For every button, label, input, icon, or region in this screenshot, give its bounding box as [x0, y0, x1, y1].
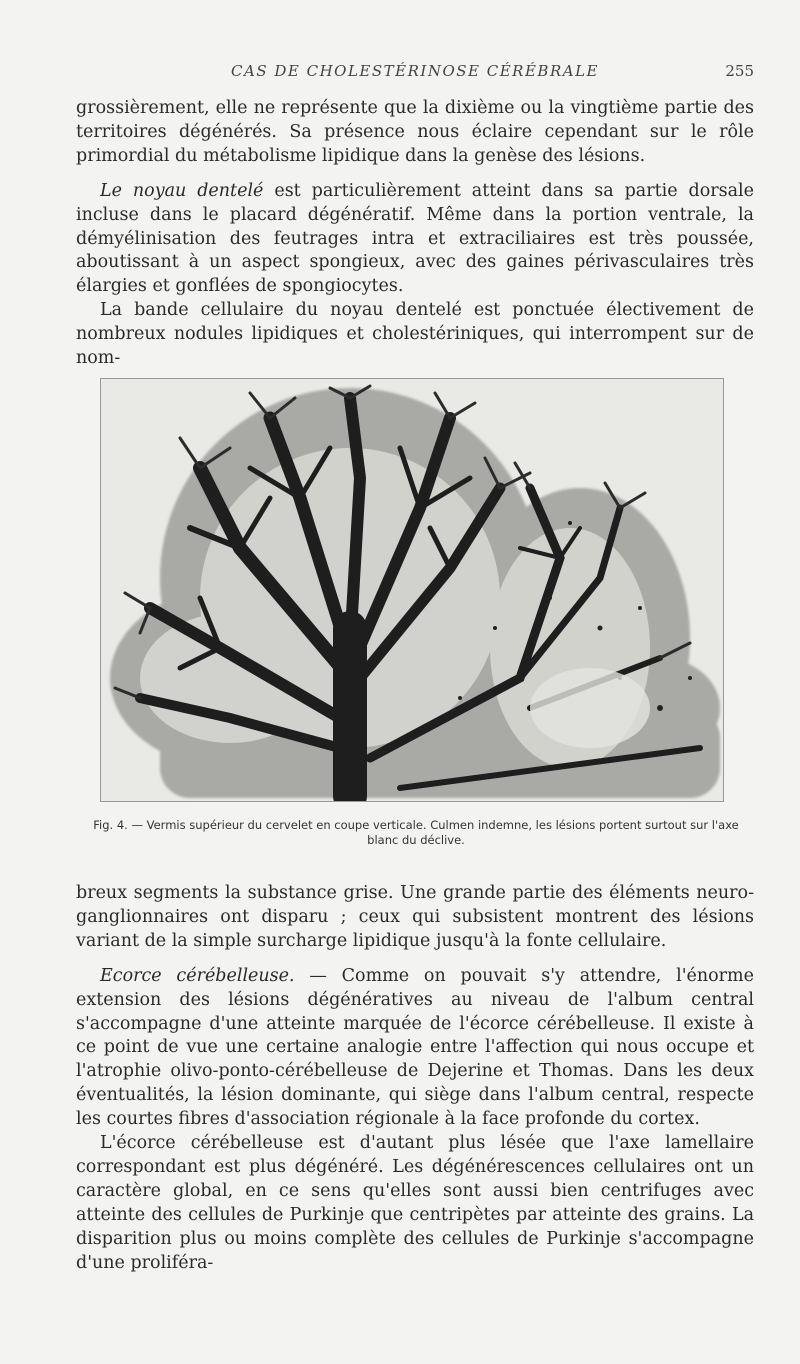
paragraph-4: breux segments la substance grise. Une grande partie des éléments neuro-ganglionnaires ont disparu ; ceux qui subsistent montrent des lésions variant de la simple surcharge lipidique jusqu'à la fonte cellulaire. [76, 883, 754, 951]
paragraph-2-text: est particulièrement atteint dans sa partie dorsale incluse dans le placard dégénératif. Même dans la portion ventrale, la démyélinisation des feutrages intra et extraciliaires est très poussée, aboutissant à un aspect spongieux, avec des gaines périvasculaires très élargies et gonflées de spongiocytes. [76, 180, 754, 297]
paragraph-6: L'écorce cérébelleuse est d'autant plus lésée que l'axe lamellaire correspondant est plus dégénéré. Les dégénérescences cellulaires ont un caractère global, en ce sens qu'elles sont aussi bien centrifuges avec atteinte des cellules de Purkinje que centripètes par atteinte des grains. La disparition plus ou moins complète des cellules de Purkinje s'accompagne d'une proliféra- [76, 1133, 754, 1273]
paragraph-2 [76, 180, 754, 300]
running-head [76, 62, 754, 84]
paragraph-5-text: — Comme on pouvait s'y attendre, l'énorme extension des lésions dégénératives au niveau de l'album central s'accompagne d'une atteinte marquée de l'écorce cérébelleuse. Il existe à ce point de vue une certaine analogie entre l'affection qui nous occupe et l'atrophie olivo-ponto-cérébelleuse de Dejerine et Thomas. Dans les deux éventualités, la lésion dominante, qui siège dans l'album central, respecte les courtes fibres d'association régionale à la face profonde du cortex. [76, 965, 754, 1130]
noyau-dentele-label: Le noyau dentelé [100, 180, 264, 201]
paragraph-1: grossièrement, elle ne représente que la dixième ou la vingtième partie des territoires dégénérés. Sa présence nous éclaire cependant sur le rôle primordial du métabolisme lipidique dans la genèse des lésions. [76, 98, 754, 166]
paragraph-3: La bande cellulaire du noyau dentelé est ponctuée électivement de nombreux nodules lipidiques et cholestériniques, qui interrompent sur de nom- [76, 300, 754, 369]
running-title: CAS DE CHOLESTÉRINOSE CÉRÉBRALE [231, 62, 599, 80]
paragraph-5 [76, 965, 754, 1132]
text-block-bottom [76, 882, 754, 1276]
ecorce-label: Ecorce cérébelleuse. [100, 965, 295, 986]
text-block-top [76, 97, 754, 371]
figure-caption: Fig. 4. — Vermis supérieur du cervelet en coupe verticale. Culmen indemne, les lésions portent surtout sur l'axe blanc du déclive. [93, 818, 739, 847]
cerebellum-micrograph [100, 378, 724, 802]
page-number: 255 [725, 62, 754, 80]
figure-cerebellum-section [100, 378, 724, 802]
